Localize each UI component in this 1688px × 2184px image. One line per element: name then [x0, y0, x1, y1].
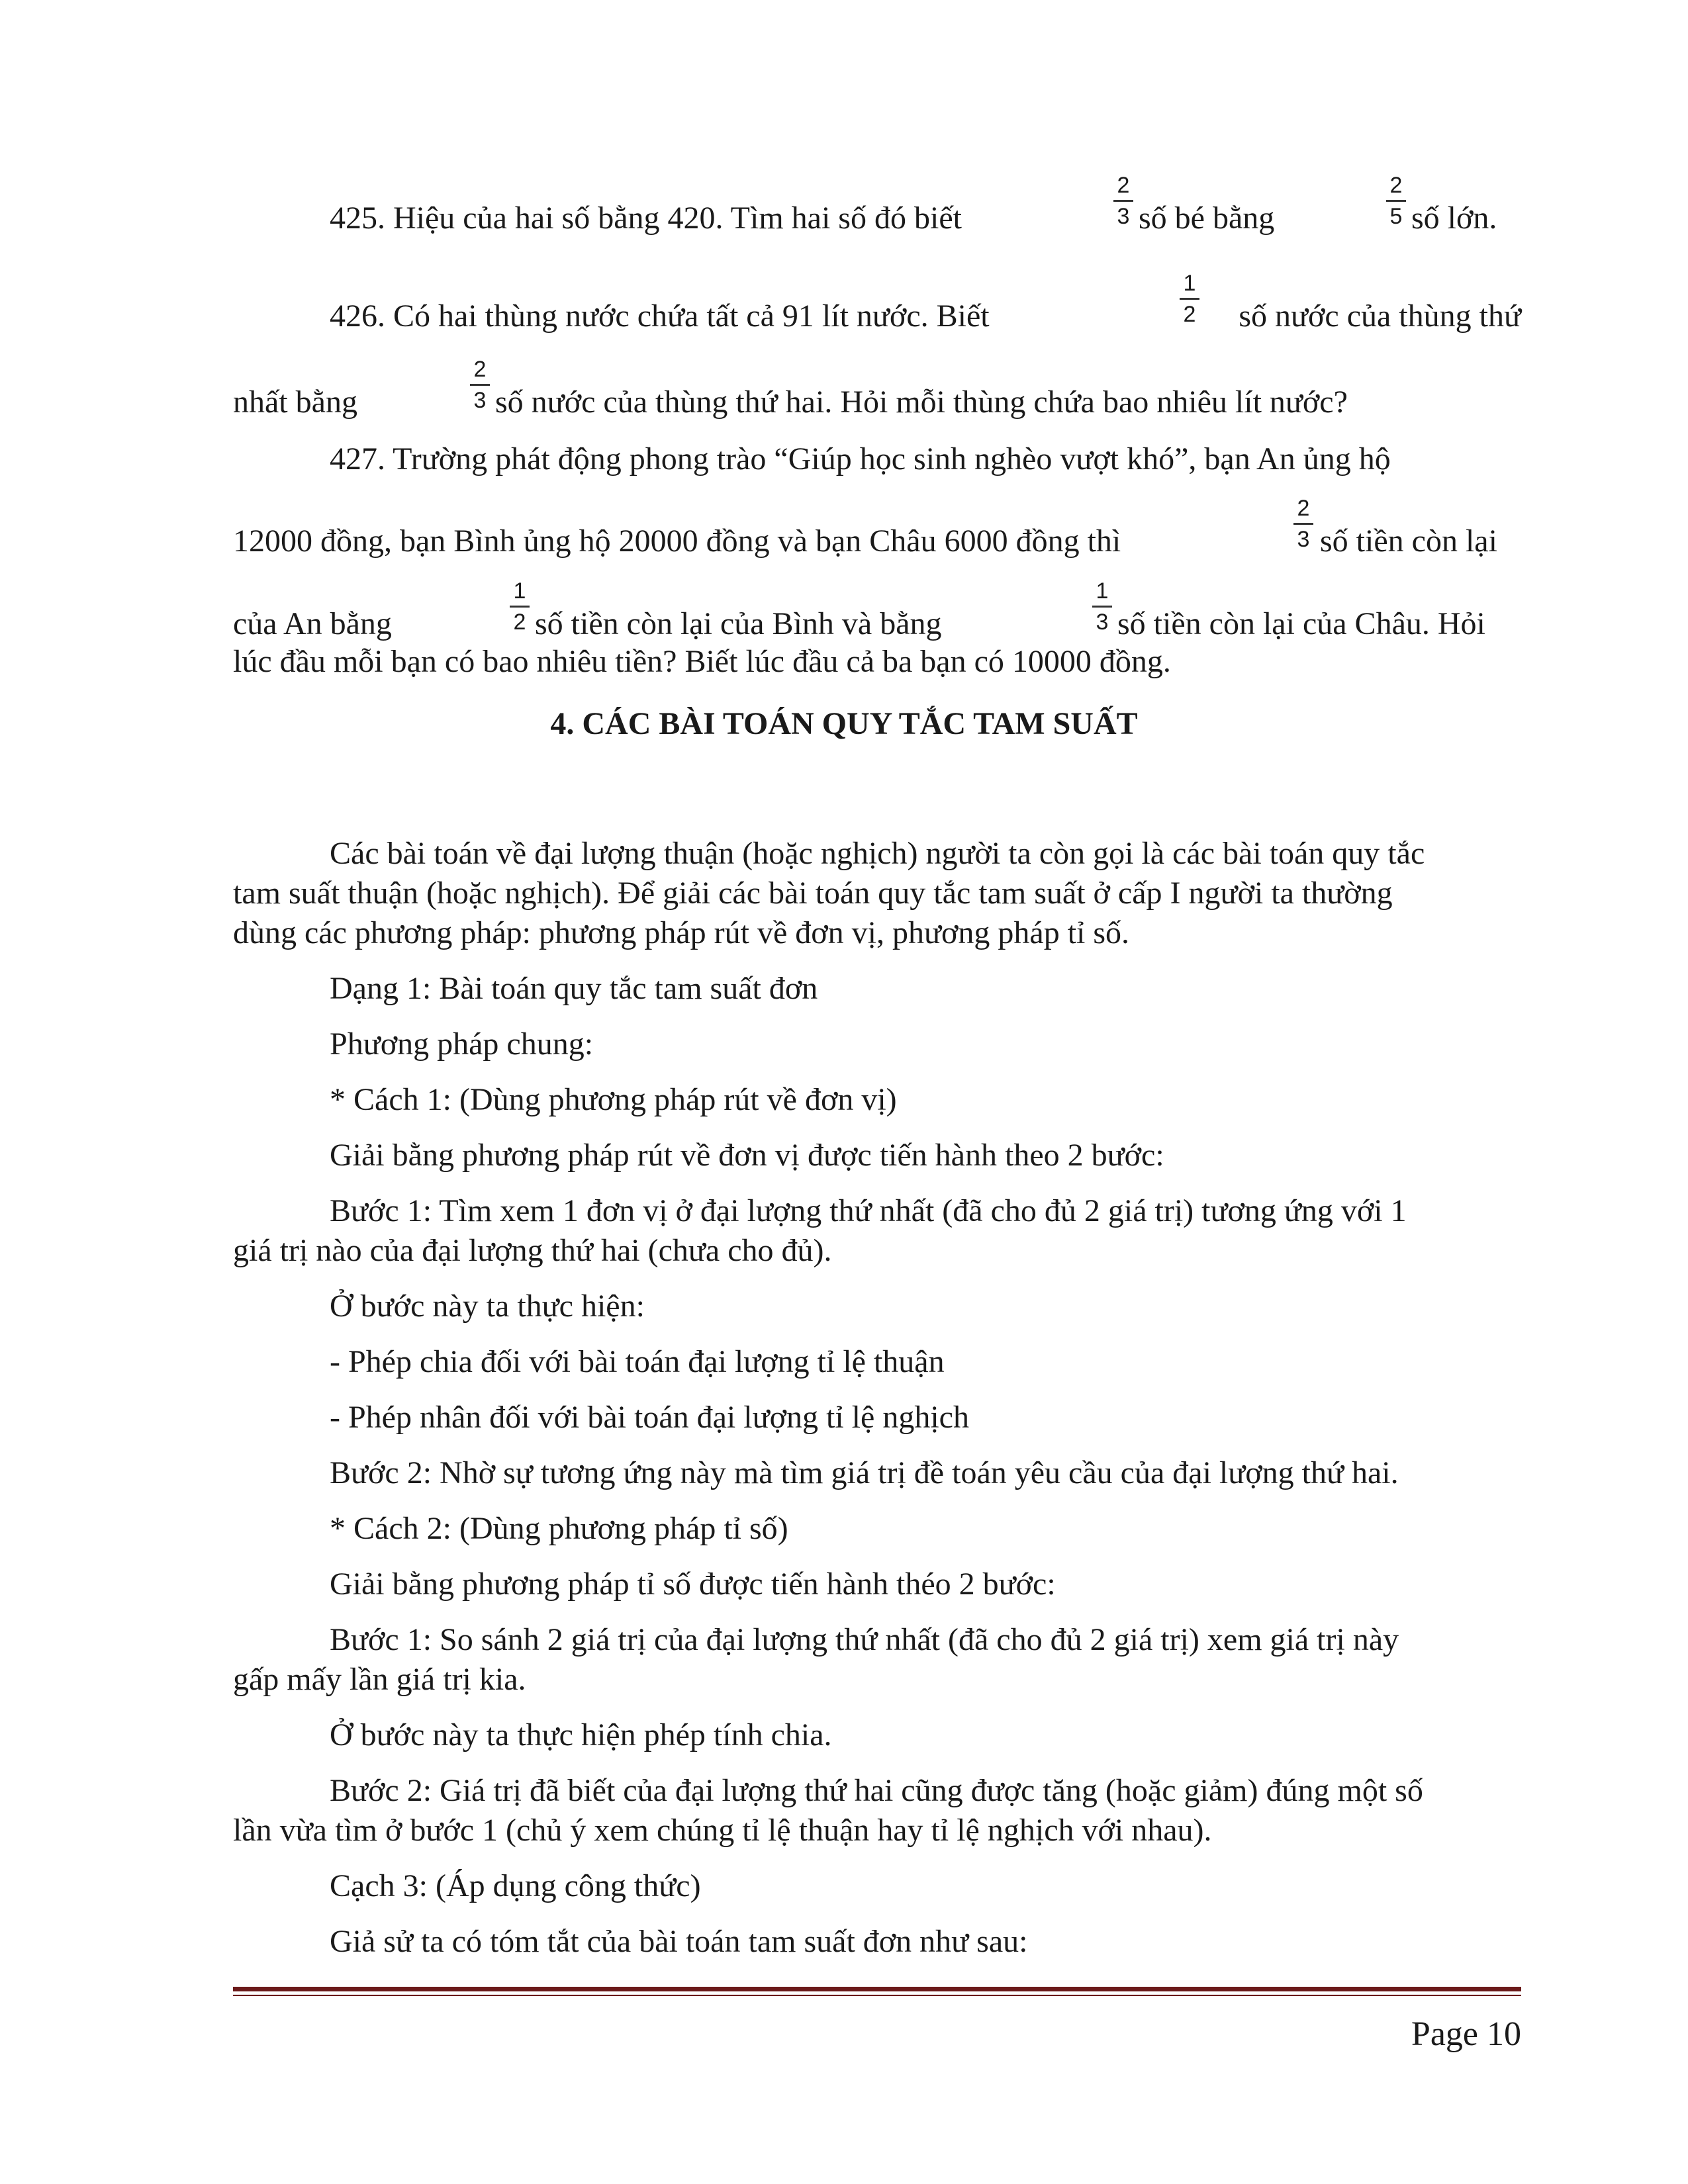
- problem-425-text: số lớn.: [1411, 201, 1497, 236]
- paragraph: Giả sử ta có tóm tắt của bài toán tam suất đơn như sau:: [330, 1924, 1028, 1959]
- fraction: $\frac{2}{3}$: [1113, 172, 1133, 230]
- problem-427-text: 12000 đồng, bạn Bình ủng hộ 20000 đồng và bạn Châu 6000 đồng thì: [233, 523, 1121, 559]
- paragraph: Giải bằng phương pháp rút về đơn vị được tiến hành theo 2 bước:: [330, 1138, 1164, 1173]
- fraction: $\frac{1}{2}$: [510, 578, 530, 635]
- paragraph: Bước 2: Nhờ sự tương ứng này mà tìm giá trị đề toán yêu cầu của đại lượng thứ hai.: [330, 1455, 1399, 1490]
- problem-426-text: nhất bằng: [233, 385, 357, 420]
- problem-427-text: số tiền còn lại của Châu. Hỏi: [1117, 606, 1485, 641]
- problem-427-text: số tiền còn lại: [1320, 523, 1497, 559]
- paragraph: Bước 1: So sánh 2 giá trị của đại lượng thứ nhất (đã cho đủ 2 giá trị) xem giá trị này: [330, 1622, 1399, 1657]
- paragraph: * Cách 1: (Dùng phương pháp rút về đơn vị): [330, 1082, 897, 1117]
- paragraph: Ở bước này ta thực hiện:: [330, 1289, 645, 1324]
- section-heading: 4. CÁC BÀI TOÁN QUY TẮC TAM SUẤT: [550, 706, 1138, 741]
- fraction: $\frac{2}{3}$: [470, 356, 490, 414]
- paragraph: Bước 1: Tìm xem 1 đơn vị ở đại lượng thứ nhất (đã cho đủ 2 giá trị) tương ứng với 1: [330, 1193, 1407, 1228]
- paragraph: Bước 2: Giá trị đã biết của đại lượng thứ hai cũng được tăng (hoặc giảm) đúng một số: [330, 1773, 1423, 1808]
- fraction: $\frac{2}{3}$: [1293, 495, 1313, 553]
- fraction: $\frac{1}{3}$: [1092, 578, 1112, 635]
- problem-426-text: số nước của thùng thứ hai. Hỏi mỗi thùng chứa bao nhiêu lít nước?: [495, 385, 1348, 420]
- footer-rule: [233, 1987, 1521, 1991]
- problem-426-line1: 426. Có hai thùng nước chứa tất cả 91 lít nước. Biết số nước của thùng thứ: [330, 298, 1521, 334]
- fraction: $\frac{1}{2}$: [1180, 270, 1199, 328]
- intro-line-2: tam suất thuận (hoặc nghịch). Để giải các bài toán quy tắc tam suất ở cấp I người ta thường: [233, 876, 1393, 911]
- problem-427-text: của An bằng: [233, 606, 392, 641]
- paragraph: - Phép nhân đối với bài toán đại lượng tỉ lệ nghịch: [330, 1400, 969, 1435]
- problem-427-text: lúc đầu mỗi bạn có bao nhiêu tiền? Biết lúc đầu cả ba bạn có 10000 đồng.: [233, 644, 1171, 679]
- paragraph: Phương pháp chung:: [330, 1026, 594, 1062]
- problem-427-text: số tiền còn lại của Bình và bằng: [535, 606, 942, 641]
- footer-rule: [233, 1995, 1521, 1996]
- fraction: $\frac{2}{5}$: [1386, 172, 1406, 230]
- problem-427-line1: 427. Trường phát động phong trào “Giúp học sinh nghèo vượt khó”, bạn An ủng hộ: [330, 441, 1391, 477]
- paragraph: * Cách 2: (Dùng phương pháp tỉ số): [330, 1511, 788, 1546]
- paragraph: Giải bằng phương pháp tỉ số được tiến hành théo 2 bước:: [330, 1567, 1056, 1602]
- problem-425-text: 425. Hiệu của hai số bằng 420. Tìm hai số đó biết: [330, 201, 962, 236]
- paragraph: Cạch 3: (Áp dụng công thức): [330, 1868, 701, 1903]
- paragraph: Ở bước này ta thực hiện phép tính chia.: [330, 1717, 832, 1752]
- paragraph: - Phép chia đối với bài toán đại lượng tỉ lệ thuận: [330, 1344, 945, 1379]
- problem-425-text: số bé bằng: [1139, 201, 1275, 236]
- page-number: Page 10: [1411, 2015, 1521, 2053]
- paragraph: lần vừa tìm ở bước 1 (chủ ý xem chúng tỉ lệ thuận hay tỉ lệ nghịch với nhau).: [233, 1813, 1212, 1848]
- paragraph: gấp mấy lần giá trị kia.: [233, 1662, 526, 1697]
- intro-line-3: dùng các phương pháp: phương pháp rút về đơn vị, phương pháp tỉ số.: [233, 915, 1130, 950]
- paragraph: Dạng 1: Bài toán quy tắc tam suất đơn: [330, 971, 818, 1006]
- paragraph: giá trị nào của đại lượng thứ hai (chưa cho đủ).: [233, 1233, 832, 1268]
- intro-line-1: Các bài toán về đại lượng thuận (hoặc nghịch) người ta còn gọi là các bài toán quy tắc: [330, 836, 1425, 871]
